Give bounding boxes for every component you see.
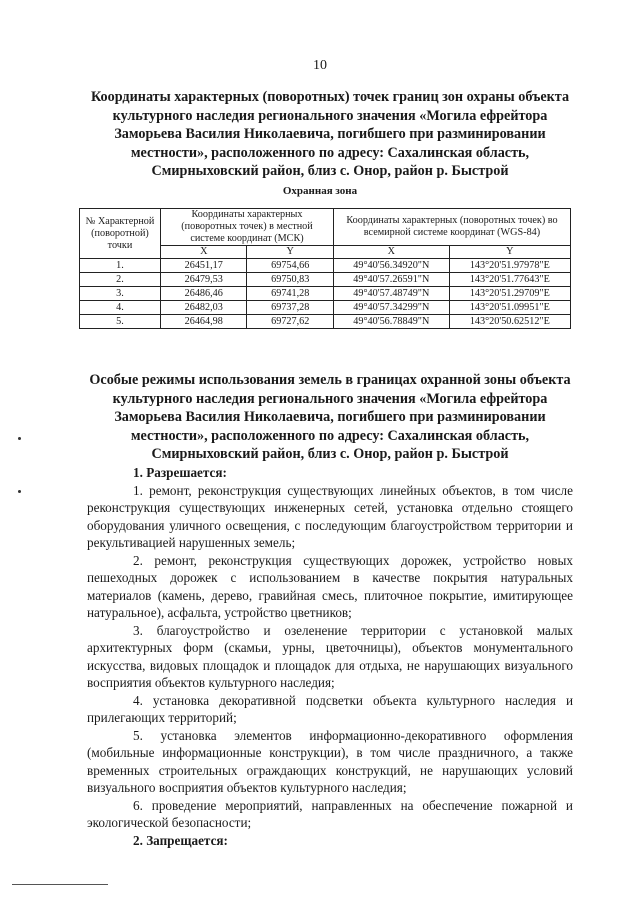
header-local-x: X	[161, 246, 247, 259]
paragraph: 5. установка элементов информационно-декоративного оформления (мобильные информационные конструкции), в том числе праздничного, а также временных строительных ограждающих конструкций, не нарушающих условий визуального восприятия объектов культурного наследия;	[87, 727, 573, 795]
header-local-y: Y	[247, 246, 333, 259]
point-number: 5.	[80, 315, 161, 329]
wgs-longitude: 143°20'51.97978"E	[449, 259, 570, 273]
point-number: 1.	[80, 259, 161, 273]
scan-mark	[18, 437, 21, 440]
page-number: 10	[313, 58, 327, 73]
header-wgs-x: X	[333, 246, 449, 259]
point-number: 2.	[80, 273, 161, 287]
section-allowed-title: 1. Разрешается:	[133, 465, 227, 480]
header-wgs-system: Координаты характерных (поворотных точек) во всемирной системе координат (WGS-84)	[333, 209, 570, 246]
wgs-longitude: 143°20'50.62512"E	[449, 315, 570, 329]
wgs-latitude: 49°40'57.48749"N	[333, 287, 449, 301]
header-local-system: Координаты характерных (поворотных точек) в местной системе координат (МСК)	[161, 209, 334, 246]
local-x: 26482,03	[161, 301, 247, 315]
table-row	[80, 287, 571, 301]
coordinates-table	[79, 208, 571, 329]
paragraph: 4. установка декоративной подсветки объекта культурного наследия и прилегающих территорий;	[87, 692, 573, 725]
wgs-longitude: 143°20'51.29709"E	[449, 287, 570, 301]
local-x: 26451,17	[161, 259, 247, 273]
wgs-latitude: 49°40'57.26591"N	[333, 273, 449, 287]
header-point-number: № Характерной (поворотной) точки	[80, 209, 161, 259]
paragraph: 1. ремонт, реконструкция существующих линейных объектов, в том числе реконструкция существующих инженерных сетей, установка отдельно стоящего оборудования уличного освещения, с последующим благоустройством территории и рекультивацией нарушенных земель;	[87, 482, 573, 550]
local-x: 26464,98	[161, 315, 247, 329]
table-row	[80, 315, 571, 329]
wgs-latitude: 49°40'56.34920"N	[333, 259, 449, 273]
local-y: 69750,83	[247, 273, 333, 287]
coordinates-heading: Координаты характерных (поворотных) точек границ зон охраны объекта культурного наследия регионального значения «Могила ефрейтора Заморьева Василия Николаевича, погибшего при разминировании местности», расположенного по адресу: Сахалинская область, Смирныховский район, близ с. Онор, район р. Быстрой	[90, 89, 570, 179]
table-row	[80, 273, 571, 287]
header-wgs-y: Y	[449, 246, 570, 259]
land-use-heading: Особые режимы использования земель в границах охранной зоны объекта культурного наследия регионального значения «Могила ефрейтора Заморьева Василия Николаевича, погибшего при разминировании местности», расположенного по адресу: Сахалинская область, Смирныховский район, близ с. Онор, район р. Быстрой	[89, 372, 571, 462]
section-forbidden-title: 2. Запрещается:	[133, 832, 228, 848]
local-x: 26479,53	[161, 273, 247, 287]
table-row	[80, 259, 571, 273]
local-y: 69754,66	[247, 259, 333, 273]
footer-divider	[12, 884, 108, 885]
paragraph: 3. благоустройство и озеленение территории с установкой малых архитектурных форм (скамьи, урны, цветочницы), объектов монументального искусства, видовых площадок и площадок для отдыха, не нарушающих визуального восприятия объектов культурного наследия;	[87, 622, 573, 690]
wgs-latitude: 49°40'56.78849"N	[333, 315, 449, 329]
table-row	[80, 301, 571, 315]
point-number: 3.	[80, 287, 161, 301]
local-y: 69741,28	[247, 287, 333, 301]
regulations-body	[87, 464, 573, 849]
paragraph: 2. ремонт, реконструкция существующих дорожек, устройство новых пешеходных дорожек с использованием в качестве покрытия натуральных материалов (камень, дерево, гравийная смесь, плиточное покрытие, имитирующее натуральное), асфальта, устройство цветников;	[87, 552, 573, 620]
wgs-longitude: 143°20'51.09951"E	[449, 301, 570, 315]
paragraph: 6. проведение мероприятий, направленных на обеспечение пожарной и экологической безопасности;	[87, 797, 573, 830]
local-y: 69727,62	[247, 315, 333, 329]
point-number: 4.	[80, 301, 161, 315]
protection-zone-subheading: Охранная зона	[282, 185, 358, 197]
scan-mark	[18, 490, 21, 493]
wgs-longitude: 143°20'51.77643"E	[449, 273, 570, 287]
wgs-latitude: 49°40'57.34299"N	[333, 301, 449, 315]
local-y: 69737,28	[247, 301, 333, 315]
local-x: 26486,46	[161, 287, 247, 301]
